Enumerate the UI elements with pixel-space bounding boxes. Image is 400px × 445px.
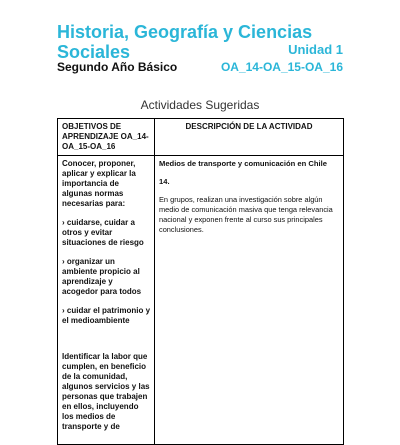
objective-text: Conocer, proponer, aplicar y explicar la importancia de algunas normas necesarias para: [62, 159, 136, 208]
table-header-row [58, 119, 344, 156]
grade-label: Segundo Año Básico [57, 60, 178, 74]
activity-description: En grupos, realizan una investigación sobre algún medio de comunicación masiva que tenga relevancia nacional y exponen frente al curso sus principales conclusiones. [159, 195, 333, 234]
objective-codes: OA_14-OA_15-OA_16 [220, 60, 343, 74]
title-line-2: Sociales [57, 42, 131, 62]
objective-text: Identificar la labor que cumplen, en beneficio de la comunidad, algunos servicios y las personas que trabajen en ellos, incluyendo los medios de transporte y de [62, 352, 150, 431]
title-line-1: Historia, Geografía y Ciencias [57, 22, 313, 42]
activity-header: DESCRIPCIÓN DE LA ACTIVIDAD [155, 119, 344, 156]
objectives-header: OBJETIVOS DE APRENDIZAJE OA_14-OA_15-OA_16 [58, 119, 155, 156]
unit-label: Unidad 1 [288, 42, 343, 57]
objective-bullet: › cuidar el patrimonio y el medioambiente [62, 306, 151, 325]
activities-table [57, 118, 344, 445]
objective-bullet: › cuidarse, cuidar a otros y evitar situaciones de riesgo [62, 218, 144, 247]
table-row [58, 156, 344, 445]
objectives-cell [58, 156, 155, 445]
activity-number: 14. [159, 177, 170, 186]
activity-cell [155, 156, 344, 445]
activity-title: Medios de transporte y comunicación en Chile [159, 159, 327, 168]
section-title: Actividades Sugeridas [140, 98, 260, 112]
objective-bullet: › organizar un ambiente propicio al aprendizaje y acogedor para todos [62, 257, 142, 296]
